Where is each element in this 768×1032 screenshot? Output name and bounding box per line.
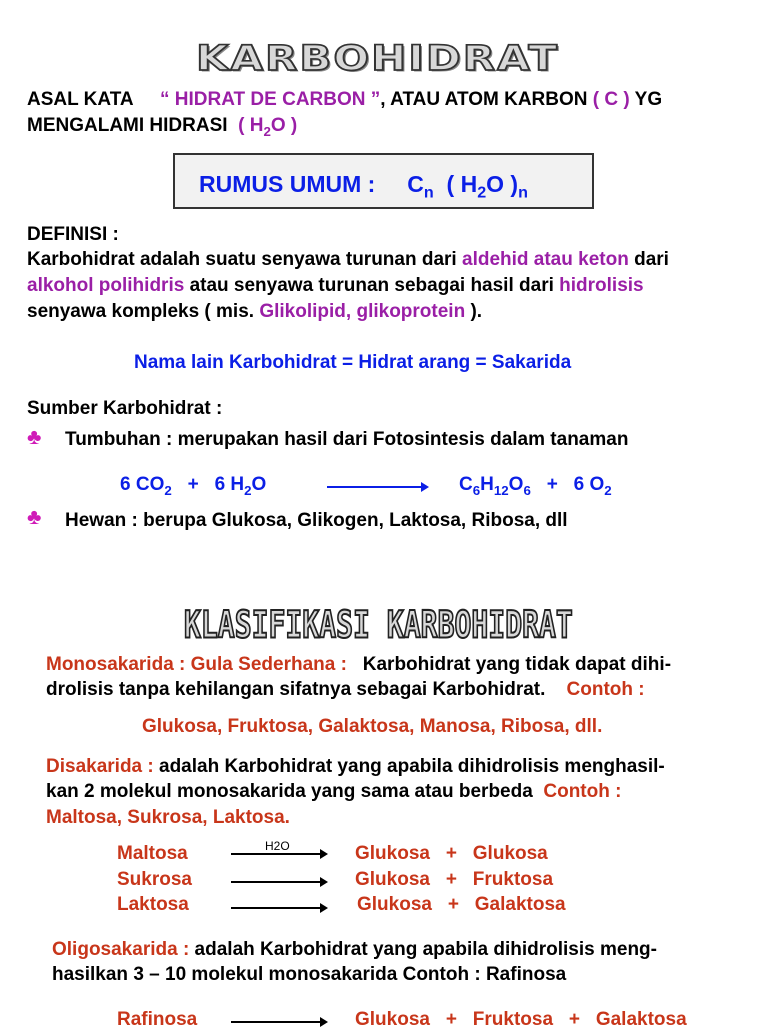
oligo-row-left: Rafinosa	[117, 1009, 198, 1030]
oligo-row-right: Glukosa + Fruktosa + Galaktosa	[355, 1009, 687, 1030]
di-row-right: Glukosa + Fruktosa	[355, 869, 554, 890]
reaction-products: $C_6H_{12}O_6$ + 6 $O_2$	[459, 474, 612, 498]
di-row-arrow	[231, 881, 326, 883]
nama-lain: Nama lain Karbohidrat = Hidrat arang = Sakarida	[134, 352, 572, 373]
mono-line-2: drolisis tanpa kehilangan sifatnya sebagai Karbohidrat. Contoh :	[46, 679, 645, 700]
club-bullet-icon: ♣	[27, 424, 42, 449]
definisi-line-1: Karbohidrat adalah suatu senyawa turunan dari aldehid atau keton dari	[27, 249, 669, 270]
rumus-label: RUMUS UMUM :	[199, 171, 376, 197]
definisi-line-2: alkohol polihidris atau senyawa turunan sebagai hasil dari hidrolisis	[27, 275, 644, 296]
di-examples: Maltosa, Sukrosa, Laktosa.	[46, 807, 290, 828]
mono-line-1: Monosakarida : Gula Sederhana : Karbohidrat yang tidak dapat dihi-	[46, 654, 672, 675]
sumber-heading: Sumber Karbohidrat :	[27, 398, 223, 419]
sumber-hewan: Hewan : berupa Glukosa, Glikogen, Laktosa, Ribosa, dll	[65, 510, 568, 531]
di-row-left: Sukrosa	[117, 869, 192, 890]
h2o-label: H2O	[265, 839, 290, 853]
club-bullet-icon: ♣	[27, 504, 42, 529]
asal-line-2	[27, 114, 297, 144]
di-row-right: Glukosa + Galaktosa	[357, 894, 566, 915]
page-title: KARBOHIDRAT	[196, 38, 559, 79]
di-row-right: Glukosa + Glukosa	[355, 843, 548, 864]
mono-label: Monosakarida : Gula Sederhana :	[46, 654, 347, 675]
di-row-arrow	[231, 853, 326, 855]
mono-examples: Glukosa, Fruktosa, Galaktosa, Manosa, Ribosa, dll.	[142, 716, 603, 737]
oligo-line-1: Oligosakarida : adalah Karbohidrat yang apabila dihidrolisis meng-	[52, 939, 657, 960]
definisi-heading: DEFINISI :	[27, 224, 119, 245]
definisi-line-3: senyawa kompleks ( mis. Glikolipid, glikoprotein ).	[27, 301, 483, 322]
asal-yg: YG	[634, 89, 663, 110]
asal-line-1	[27, 88, 662, 112]
di-line-2: kan 2 molekul monosakarida yang sama atau berbeda Contoh :	[46, 781, 622, 802]
asal-c: ( C )	[592, 89, 630, 110]
klasifikasi-title: KLASIFIKASI KARBOHIDRAT	[184, 604, 573, 648]
reaction-reactants: 6 $CO_2$ + 6 $H_2O$	[120, 474, 267, 498]
di-row-arrow	[231, 907, 326, 909]
rumus-text	[199, 171, 528, 203]
reaction-arrow	[327, 486, 427, 488]
oligo-line-2: hasilkan 3 – 10 molekul monosakarida Contoh : Rafinosa	[52, 964, 567, 985]
di-row-left: Laktosa	[117, 894, 189, 915]
asal-mid: , ATAU ATOM KARBON	[380, 89, 588, 110]
oligo-label: Oligosakarida :	[52, 939, 190, 960]
asal-label: ASAL KATA	[27, 89, 134, 110]
di-row-left: Maltosa	[117, 843, 188, 864]
asal-quote: “ HIDRAT DE CARBON ”	[160, 89, 381, 110]
oligo-row-arrow	[231, 1021, 326, 1023]
di-label: Disakarida :	[46, 756, 154, 777]
asal-line2: MENGALAMI HIDRASI	[27, 115, 228, 136]
di-line-1: Disakarida : adalah Karbohidrat yang apabila dihidrolisis menghasil-	[46, 756, 665, 777]
rumus-formula: $C_n$ ( $H_2O$ )$_n$	[407, 171, 528, 202]
sumber-tumbuhan: Tumbuhan : merupakan hasil dari Fotosintesis dalam tanaman	[65, 429, 629, 450]
asal-h2o: ( $H_2O$ )	[238, 115, 298, 139]
